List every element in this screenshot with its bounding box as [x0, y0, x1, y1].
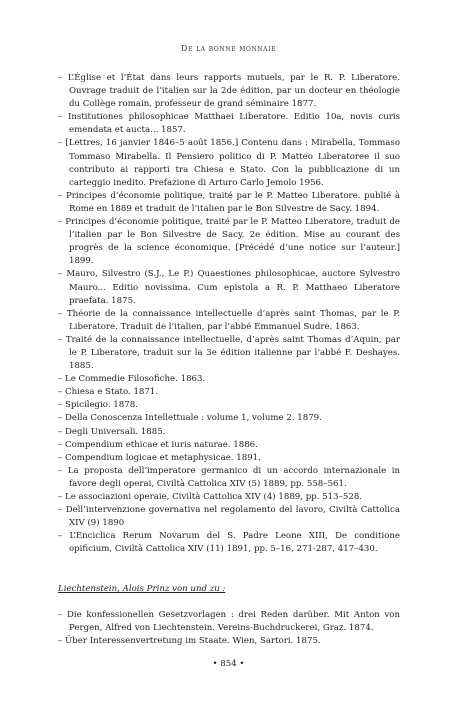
bibliography-list-liberatore [58, 72, 400, 556]
list-item: – Principes d’économie politique, traité par le P. Matteo Liberatore. publié à Rome en 1889 et traduit de l’italien par le Bon Silvestre de Sacy. 1894. [58, 190, 400, 214]
list-item: – Institutiones philosophicae Matthaei Liberatore. Editio 10a, novis curis emendata et aucta... 1857. [58, 112, 400, 136]
running-head: De la bonne monnaie [180, 44, 277, 53]
main-text [58, 72, 400, 648]
list-item: – Mauro, Silvestro (S.J., Le P.) Quaestiones philosophicae, auctore Sylvestro Mauro... Editio novissima. Cum epistola a R. P. Matthaeo Liberatore praefata. 1875. [58, 269, 400, 306]
list-item: – La proposta dell’imperatore germanico di un accordo internazionale in favore degli operai, Civiltà Cattolica XIV (5) 1889, pp. 558–561. [58, 465, 400, 489]
list-item: – Le Commedie Filosofiche. 1863. [58, 374, 206, 385]
bibliography-list-liechtenstein [58, 609, 400, 648]
list-item: – Compendium logicae et metaphysicae. 1891. [58, 452, 261, 463]
list-item: – Degli Universali. 1885. [58, 426, 166, 437]
list-item: – Principes d’économie politique, traité par le P. Matteo Liberatore, traduit de l’italien par le Bon Silvestre de Sacy. 2e édition. Mise au courant des progrès de la science économique. [Précédé d’une notice sur l’auteur.] 1899. [58, 217, 400, 267]
list-item: – [Lettres, 16 janvier 1846–5 août 1856.] Contenu dans : Mirabella, Tommaso Tommaso Mirabella. Il Pensiero politico di P. Matteo Liberatoree il suo contributo ai rapporti tra Chiesa e Stato. Con la pubblicazione di un carteggio inedito. Prefazione di Arturo Carlo Jemolo 1956. [58, 138, 400, 188]
list-item: – Le associazioni operaie, Civiltà Cattolica XIV (4) 1889, pp. 513–528. [58, 492, 363, 502]
list-item: – Spicilegio. 1878. [58, 400, 138, 411]
list-item: – Chiesa e Stato. 1871. [58, 387, 159, 398]
list-item: – Über Interessenvertretung im Staate. Wien, Sartori. 1875. [58, 635, 321, 646]
list-item: – Della Conoscenza Intellettuale : volume 1, volume 2. 1879. [58, 413, 322, 424]
list-item: – Traité de la connaissance intellectuelle, d’après saint Thomas d’Aquin, par le P. Liberatore, traduit sur la 3e édition italienne par l’abbé F. Deshayes. 1885. [58, 334, 400, 372]
list-item: – Dell’intervenzione governativa nel regolamento del lavoro, Civiltà Cattolica XIV (9) 1890 [58, 505, 400, 529]
list-item: – Compendium ethicae et iuris naturae. 1886. [58, 439, 258, 450]
section-heading: Liechtenstein, Alois Prinz von und zu : [58, 584, 226, 595]
list-item: – Théorie de la connaissance intellectuelle d’après saint Thomas, par le P. Liberatore. Traduit de l’italien, par l’abbé Emmanuel Sudre. 1863. [58, 308, 400, 332]
list-item: – L’Église et l’État dans leurs rapports mutuels, par le R. P. Liberatore. Ouvrage traduit de l’italien sur la 2de édition, par un docteur en théologie du Collège romain, professeur de grand séminaire 1877. [58, 73, 400, 110]
list-item: – L’Enciclica Rerum Novarum del S. Padre Leone XIII, De conditione opificium, Civiltà Cattolica XIV (11) 1891, pp. 5–16, 271-287, 417–430. [58, 531, 400, 555]
list-item: – Die konfessionellen Gesetzvorlagen : drei Reden darüber. Mit Anton von Pergen, Alfred von Liechtenstein. Vereins-Buchdruckerei, Graz. 1874. [58, 609, 400, 633]
page-number: • 854 • [212, 659, 245, 669]
